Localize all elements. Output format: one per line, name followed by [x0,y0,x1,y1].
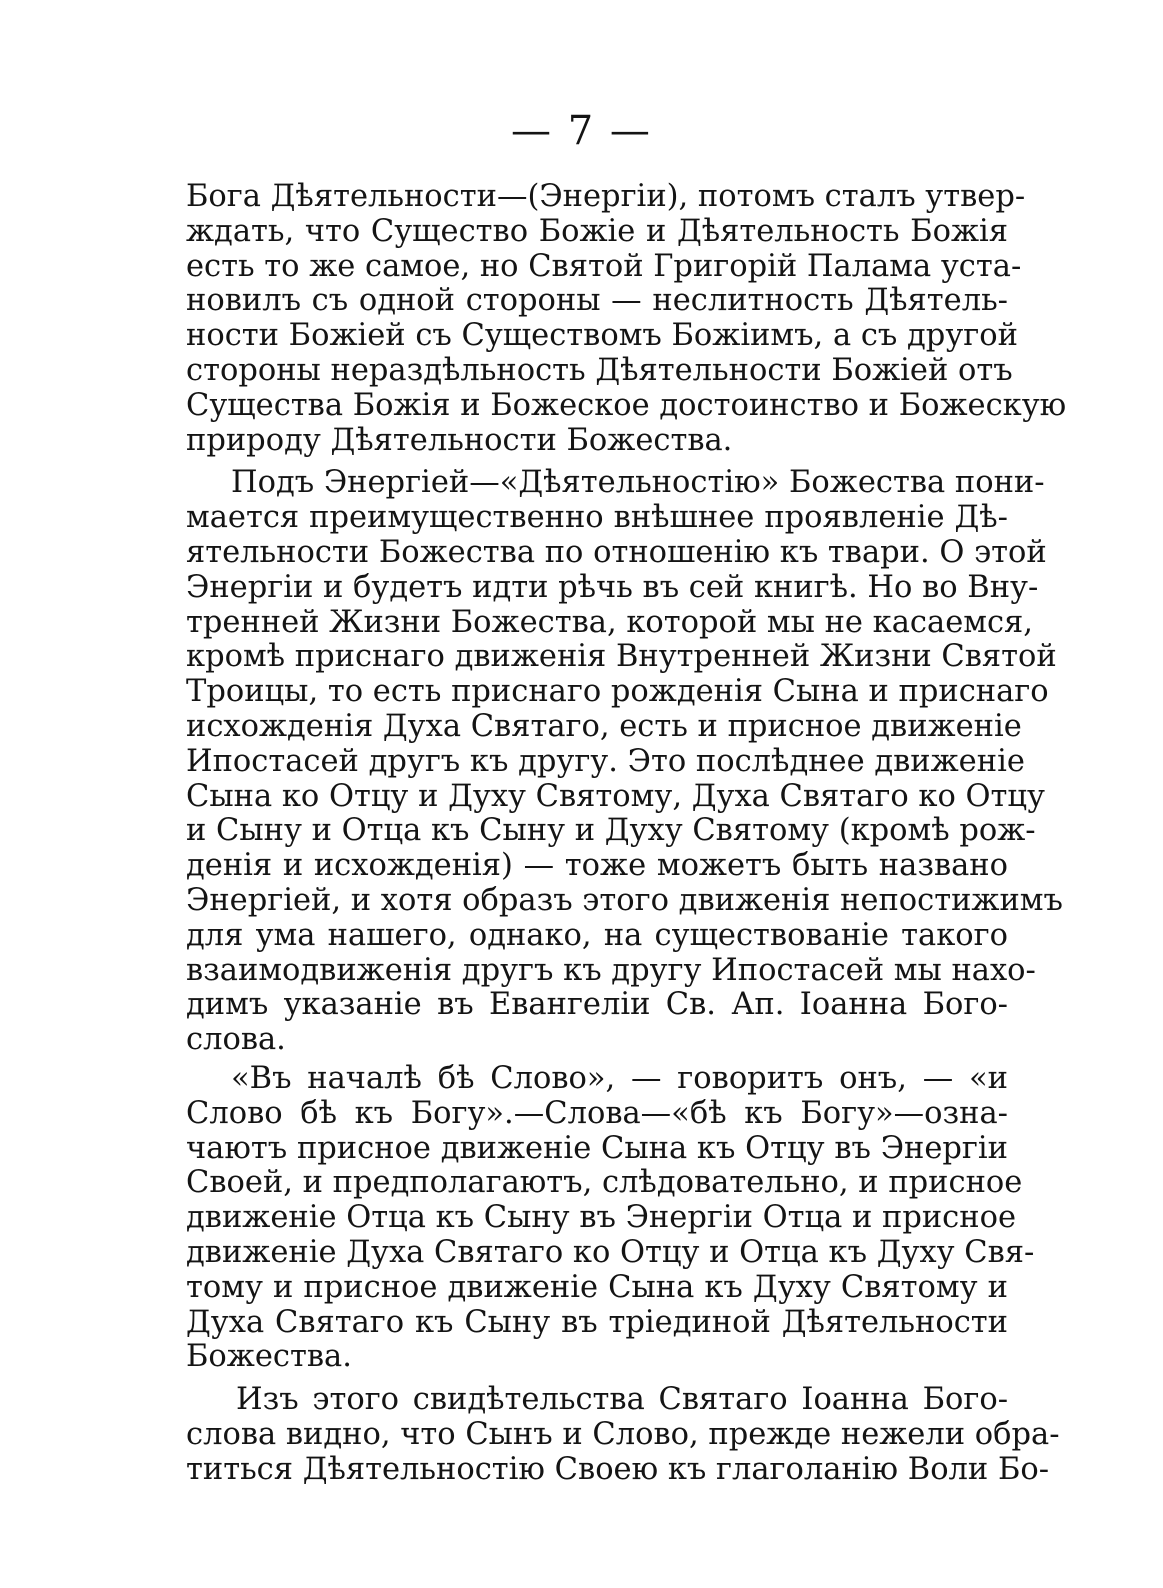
text-line: ждать, что Существо Божіе и Дѣятельность Божія [186,213,1008,249]
text-line: слова видно, что Сынъ и Слово, прежде нежели обра- [186,1416,1060,1452]
text-line: Энергіи и будетъ идти рѣчь въ сей книгѣ. Но во Вну- [186,569,1039,605]
text-line: Изъ этого свидѣтельства Святаго Іоанна Бого- [236,1382,1008,1418]
text-line: ятельности Божества по отношенію къ твари. О этой [186,534,1047,570]
text-line: движеніе Духа Святаго ко Отцу и Отца къ Духу Свя- [186,1234,1035,1270]
text-line: «Въ началѣ бѣ Слово», — говоритъ онъ, — «и [231,1060,1008,1096]
paragraph-3 [186,1060,1035,1375]
text-line: слова. [186,1022,286,1058]
text-line: димъ указаніе въ Евангеліи Св. Ап. Іоанна Бого- [186,987,1008,1023]
text-line: для ума нашего, однако, на существованіе такого [186,917,1008,953]
text-line: тому и присное движеніе Сына къ Духу Святому и [186,1269,1008,1305]
text-line: Энергіей, и хотя образъ этого движенія непостижимъ [186,882,1063,918]
text-line: Ипостасей другъ къ другу. Это послѣднее движеніе [186,743,1025,779]
text-line: Слово бѣ къ Богу».—Слова—«бѣ къ Богу»—озна- [186,1095,1008,1131]
page-number: — 7 — [511,108,652,154]
text-line: и Сыну и Отца къ Сыну и Духу Святому (кромѣ рож- [186,813,1036,849]
text-line: Сына ко Отцу и Духу Святому, Духа Святаго ко Отцу [186,778,1045,814]
text-line: природу Дѣятельности Божества. [186,422,733,458]
body-text [186,179,1067,1487]
text-line: кромѣ приснаго движенія Внутренней Жизни Святой [186,639,1057,675]
paragraph-1 [186,179,1067,458]
text-line: чаютъ присное движеніе Сына къ Отцу въ Энергіи [186,1130,1008,1166]
text-line: Бога Дѣятельности—(Энергіи), потомъ сталъ утвер- [186,179,1026,214]
text-line: мается преимущественно внѣшнее проявленіе Дѣ- [186,500,1008,536]
text-line: Существа Божія и Божеское достоинство и Божескую [186,387,1067,423]
text-line: новилъ съ одной стороны — неслитность Дѣятель- [186,283,1008,319]
text-line: денія и исхожденія) — тоже можетъ быть названо [186,848,1008,884]
text-line: Духа Святаго къ Сыну въ тріединой Дѣятельности [186,1304,1008,1340]
text-line: Троицы, то есть приснаго рожденія Сына и приснаго [186,674,1049,710]
text-line: стороны нераздѣльность Дѣятельности Божіей отъ [186,352,1013,388]
text-line: титься Дѣятельностію Своею къ глаголанію Воли Бо- [186,1451,1050,1487]
paragraph-2 [186,465,1063,1058]
text-line: Подъ Энергіей—«Дѣятельностію» Божества пони- [231,465,1045,501]
text-line: Божества. [186,1339,352,1375]
text-line: тренней Жизни Божества, которой мы не касаемся, [186,604,1033,640]
text-line: исхожденія Духа Святаго, есть и присное движеніе [186,708,1022,744]
text-line: ности Божіей съ Существомъ Божіимъ, а съ другой [186,318,1018,354]
text-line: взаимодвиженія другъ къ другу Ипостасей мы нахо- [186,952,1036,988]
text-line: движеніе Отца къ Сыну въ Энергіи Отца и присное [186,1200,1016,1236]
text-line: Своей, и предполагаютъ, слѣдовательно, и присное [186,1165,1023,1201]
text-line: есть то же самое, но Святой Григорій Палама уста- [186,248,1022,284]
paragraph-4 [186,1382,1060,1487]
